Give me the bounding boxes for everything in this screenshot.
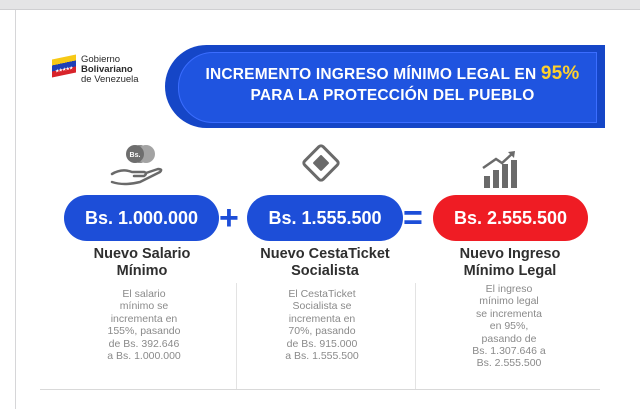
salary-title: Nuevo Salario Mínimo	[93, 246, 191, 279]
salary-description: El salario mínimo se incrementa en 155%, pasando de Bs. 392.646 a Bs. 1.000.000	[107, 288, 181, 363]
cestaticket-title: Nuevo CestaTicket Socialista	[260, 246, 390, 279]
government-logo	[52, 51, 162, 87]
growth-chart-icon	[480, 148, 522, 190]
logo-text	[81, 55, 139, 85]
venezuela-flag-icon: ★★★★★	[52, 54, 76, 77]
banner-title-text: INCREMENTO INGRESO MÍNIMO LEGAL EN	[205, 66, 541, 83]
left-border-line	[15, 10, 16, 409]
bottom-rule	[40, 389, 600, 390]
logo-line-1: Gobierno	[81, 54, 121, 65]
coin-label: Bs.	[129, 152, 141, 159]
window-top-bar	[0, 0, 640, 10]
total-income-amount-pill: Bs. 2.555.500	[433, 195, 588, 241]
banner-title-line-1	[195, 63, 590, 85]
total-income-title: Nuevo Ingreso Mínimo Legal	[459, 246, 561, 279]
logo-line-2: Bolivariano	[81, 64, 133, 75]
equals-operator: =	[403, 199, 423, 237]
salary-amount-pill: Bs. 1.000.000	[64, 195, 219, 241]
plus-operator: +	[219, 199, 239, 237]
logo-line-3: de Venezuela	[81, 74, 139, 85]
total-income-description: El ingreso mínimo legal se incrementa en 95%, pasando de Bs. 1.307.646 a Bs. 2.555.500	[472, 283, 546, 370]
cestaticket-description: El CestaTicket Socialista se incrementa en 70%, pasando de Bs. 915.000 a Bs. 1.555.500	[285, 288, 359, 363]
hand-coins-icon	[110, 142, 165, 187]
column-divider-2	[415, 283, 416, 390]
banner-title-line-2: PARA LA PROTECCIÓN DEL PUEBLO	[250, 87, 535, 104]
ticket-icon	[300, 142, 342, 184]
cestaticket-amount-pill: Bs. 1.555.500	[247, 195, 403, 241]
banner-percentage: 95%	[540, 63, 580, 84]
column-divider-1	[236, 283, 237, 390]
